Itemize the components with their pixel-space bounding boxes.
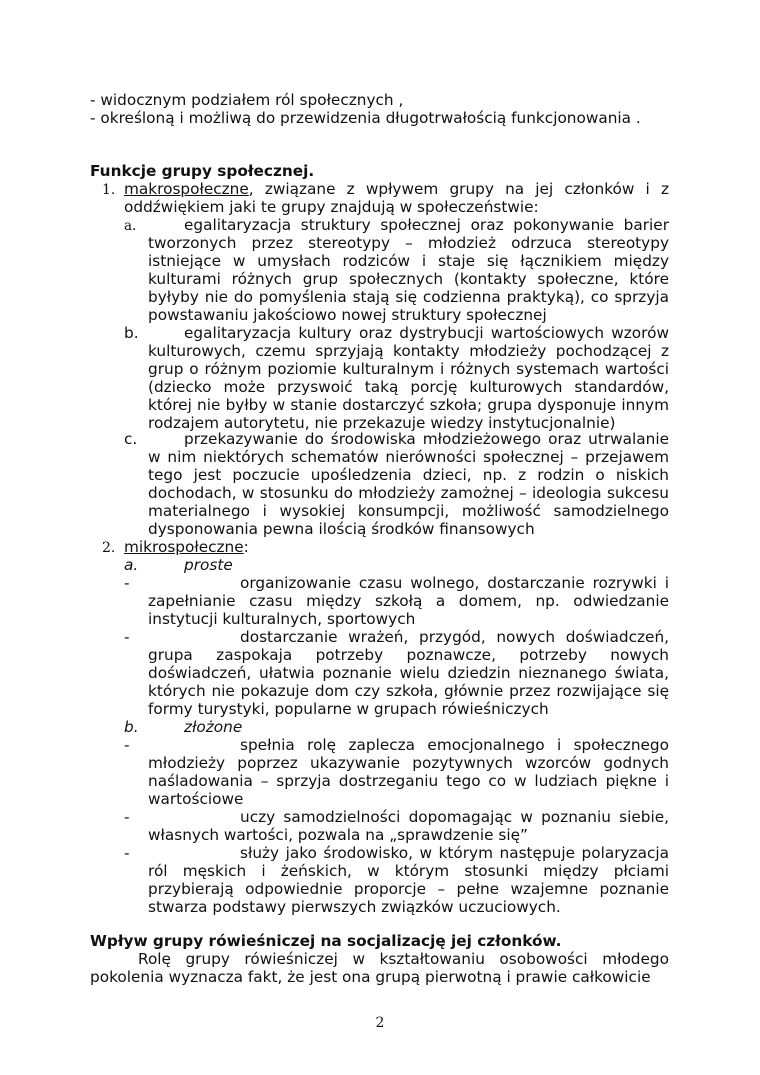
term-mikro-suffix: :: [243, 538, 249, 556]
sublist-item-c-text: przekazywanie do środowiska młodzieżowego oraz utrwalanie w nim niektórych schematów nierówności społecznej – przejawem tego jest poczucie upośledzenia dzieci, np. z rodzin o niskich dochodach, w stosunku do młodzieży zamożnej – ideologia sukcesu materialnego i wysokiej konsumpcji, możliwość samodzielnego dysponowania pewna ilością środków finansowych: [148, 430, 669, 538]
dash-marker: -: [124, 844, 130, 862]
term-makro-desc: , związane z wpływem grupy na jej członków i z oddźwiękiem jaki te grupy znajdują w społeczeństwie:: [124, 180, 669, 216]
list-marker-1: 1.: [102, 182, 116, 198]
sublist-item-b: [0, 324, 760, 432]
group-b-item-1-text: spełnia rolę zaplecza emocjonalnego i społecznego młodzieży poprzez ukazywanie pozytywnych wzorców godnych naśladowania – sprzyja dostrzeganiu tego co w ludziach piękne i wartościowe: [148, 736, 669, 808]
group-b-item-2: [0, 808, 760, 844]
group-b-item-2-text: uczy samodzielności dopomagając w poznaniu siebie, własnych wartości, pozwala na „sprawdzenie się”: [148, 808, 669, 844]
sublist-item-b-text: egalitaryzacja kultury oraz dystrybucji wartościowych wzorów kulturowych, czemu sprzyjają kontakty młodzieży pochodzącej z grup o różnym poziomie kulturalnym i różnych systemach wartości (dziecko może przyswoić taką porcję kulturowych standardów, której nie byłby w stanie dostarczyć szkoła; grupa dysponuje innym rodzajem autorytetu, nie przekazuje wiedzy instytucjonalnie): [148, 324, 669, 432]
group-a-item-1: [0, 574, 760, 628]
group-a-item-2: [0, 628, 760, 718]
section-heading-influence: Wpływ grupy rówieśniczej na socjalizację jej członków.: [90, 932, 562, 950]
list-marker-2: 2.: [102, 540, 116, 556]
sublist-marker-c: c.: [124, 430, 138, 448]
sublist-item-c: [0, 430, 760, 538]
dash-marker: -: [124, 736, 130, 754]
list-item-2-text: [124, 538, 760, 556]
group-b-item-3: [0, 844, 760, 916]
intro-list: [90, 91, 680, 127]
group-b-item-1: [0, 736, 760, 808]
dash-marker: -: [124, 808, 130, 826]
list-item-1: [0, 180, 760, 216]
group-b-marker: b.: [124, 718, 139, 736]
dash-marker: -: [124, 574, 130, 592]
intro-line-2: - określoną i możliwą do przewidzenia długotrwałością funkcjonowania .: [90, 109, 641, 127]
term-mikro: mikrospołeczne: [124, 538, 244, 556]
list-item-2: [0, 538, 760, 556]
group-a-label: proste: [184, 556, 233, 574]
intro-line-1: - widocznym podziałem ról społecznych ,: [90, 91, 404, 109]
term-makro: makrospołeczne: [124, 180, 249, 198]
list-item-1-text: [124, 180, 669, 216]
group-a-marker: a.: [124, 556, 139, 574]
section-heading-functions: Funkcje grupy społecznej.: [90, 162, 315, 180]
group-a-item-1-text: organizowanie czasu wolnego, dostarczanie rozrywki i zapełnianie czasu między szkołą a domem, np. odwiedzanie instytucji kulturalnych, sportowych: [148, 574, 669, 628]
sublist-marker-b: b.: [124, 324, 139, 342]
group-b-label: złożone: [184, 718, 243, 736]
sublist-item-a: [0, 216, 760, 324]
dash-marker: -: [124, 628, 130, 646]
sublist-item-a-text: egalitaryzacja struktury społecznej oraz pokonywanie barier tworzonych przez stereotypy – młodzież odrzuca stereotypy istniejące w umysłach rodziców i staje się łącznikiem między kulturami różnych grup społecznych (kontakty społeczne, które byłyby nie do pomyślenia stają się codzienna praktyką), co sprzyja powstawaniu jakościowo nowej struktury społecznej: [148, 216, 669, 324]
group-a-item-2-text: dostarczanie wrażeń, przygód, nowych doświadczeń, grupa zaspokaja potrzeby poznawcze, potrzeby nowych doświadczeń, ułatwia poznanie wielu dziedzin nieznanego świata, których nie pokazuje dom czy szkoła, głównie przez rozwijające się formy turystyki, popularne w grupach rówieśniczych: [148, 628, 669, 718]
page-number: 2: [375, 1015, 385, 1031]
sublist-marker-a: a.: [124, 218, 137, 234]
group-b-item-3-text: służy jako środowisko, w którym następuje polaryzacja ról męskich i żeńskich, w którym stosunki między płciami przybierają odpowiednie proporcje – pełne wzajemne poznanie stwarza podstawy pierwszych związków uczuciowych.: [148, 844, 669, 916]
paragraph-influence: Rolę grupy rówieśniczej w kształtowaniu osobowości młodego pokolenia wyznacza fakt, że jest ona grupą pierwotną i prawie całkowicie: [90, 950, 669, 986]
